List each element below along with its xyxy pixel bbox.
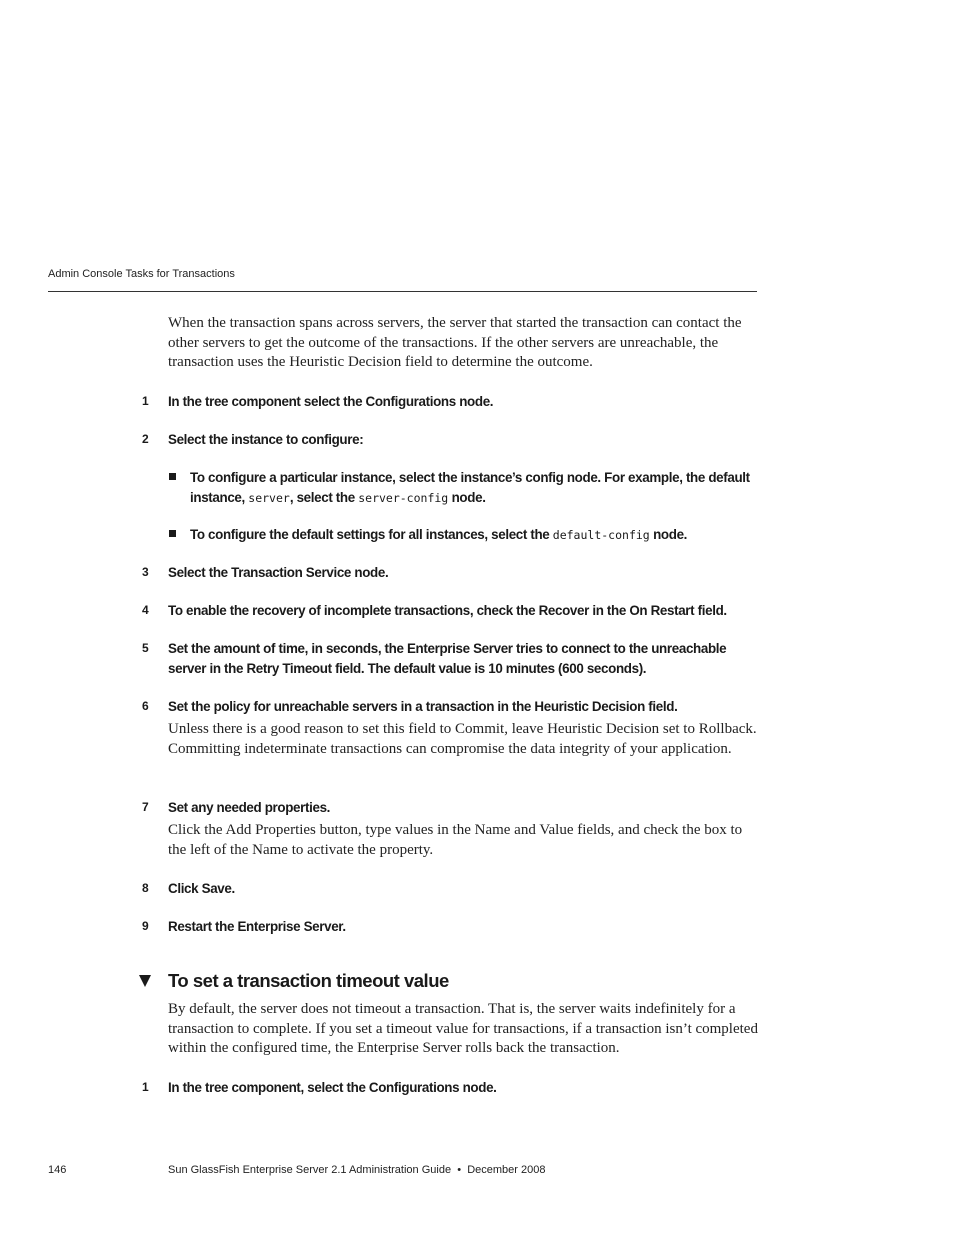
section-heading: To set a transaction timeout value (168, 970, 449, 991)
step-number: 6 (142, 699, 149, 713)
square-bullet-icon (169, 530, 176, 537)
step-number: 5 (142, 641, 149, 655)
code-literal: server-config (358, 490, 449, 505)
book-title: Sun GlassFish Enterprise Server 2.1 Administration Guide (168, 1164, 452, 1176)
page-number: 146 (48, 1164, 67, 1176)
step-number: 9 (142, 919, 149, 933)
step-number: 4 (142, 603, 149, 617)
step-text: Restart the Enterprise Server. (168, 919, 346, 934)
section-intro: By default, the server does not timeout a transaction. That is, the server waits indefinitely for a transaction to complete. If you set a timeout value for transactions, if a transaction isn’t completed within the configured time, the Enterprise Server rolls back the transaction. (168, 1001, 758, 1056)
step-number: 7 (142, 800, 149, 814)
step-text: To enable the recovery of incomplete transactions, check the Recover in the On Restart field. (168, 603, 727, 618)
substep-text: To configure a particular instance, select the instance’s config node. For example, the default instance, server, select the server-config node. (190, 470, 750, 505)
step-text: Click Save. (168, 881, 235, 896)
publication-date: December 2008 (467, 1164, 546, 1176)
running-header: Admin Console Tasks for Transactions (48, 268, 235, 280)
footer-separator: • (457, 1164, 462, 1176)
procedure-triangle-icon (139, 975, 151, 987)
header-rule (48, 291, 757, 292)
step-text: In the tree component, select the Configurations node. (168, 1080, 497, 1095)
step-number: 1 (142, 394, 149, 408)
step-description: Click the Add Properties button, type values in the Name and Value fields, and check the box to the left of the Name to activate the property. (168, 822, 743, 858)
step-number: 3 (142, 565, 149, 579)
step-text: Select the Transaction Service node. (168, 565, 389, 580)
intro-paragraph: When the transaction spans across servers, the server that started the transaction can contact the other servers to get the outcome of the transactions. If the other servers are unreachable, the transaction uses the Heuristic Decision field to determine the outcome. (168, 315, 742, 370)
footer-title (168, 1164, 545, 1176)
step-text: In the tree component select the Configurations node. (168, 394, 494, 409)
code-literal: server (248, 490, 290, 505)
square-bullet-icon (169, 473, 176, 480)
step-description: Unless there is a good reason to set this field to Commit, leave Heuristic Decision set to Rollback. Committing indeterminate transactions can compromise the data integrity of your application. (168, 721, 757, 757)
step-number: 2 (142, 432, 149, 446)
step-text: Set the amount of time, in seconds, the Enterprise Server tries to connect to the unreachable server in the Retry Timeout field. The default value is 10 minutes (600 seconds). (168, 641, 727, 676)
step-number: 8 (142, 881, 149, 895)
step-text: Select the instance to configure: (168, 432, 364, 447)
step-text: Set the policy for unreachable servers in a transaction in the Heuristic Decision field. (168, 699, 678, 714)
code-literal: default-config (552, 528, 650, 542)
step-number: 1 (142, 1080, 149, 1094)
substep-text: To configure the default settings for all instances, select the default-config node. (190, 527, 688, 542)
step-text: Set any needed properties. (168, 800, 331, 815)
